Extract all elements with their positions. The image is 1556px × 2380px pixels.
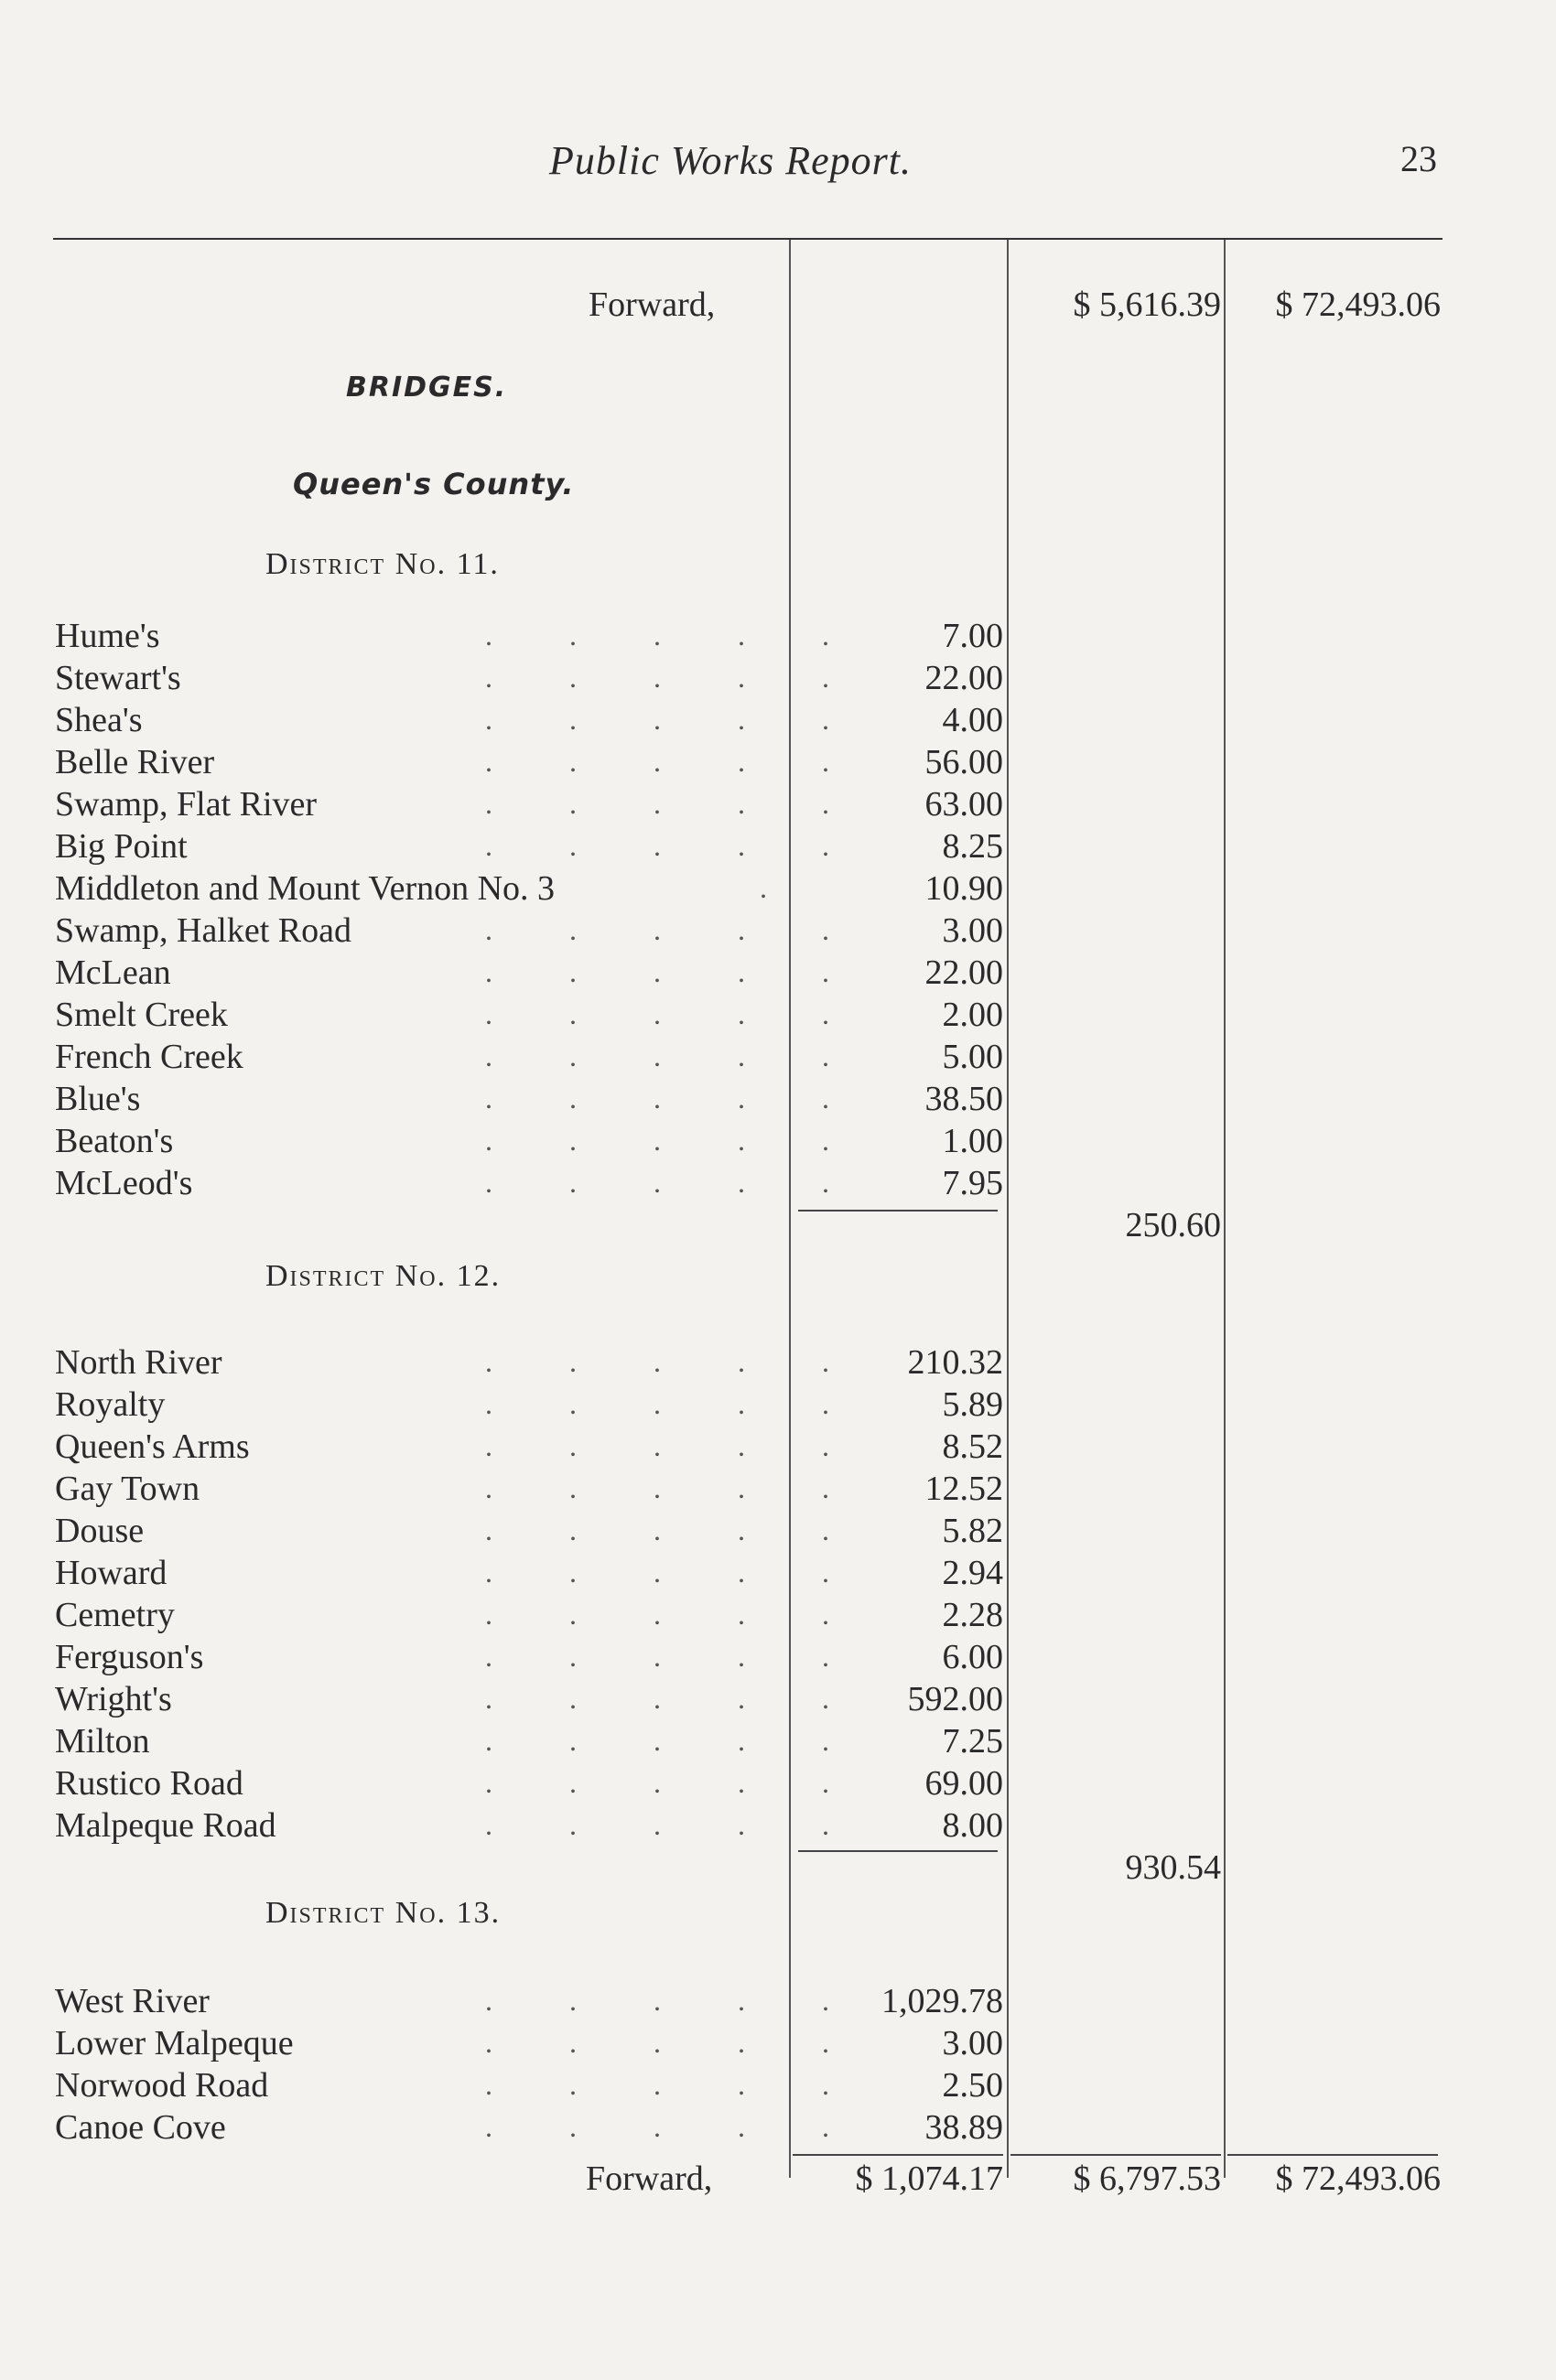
bridge-name: Norwood Road bbox=[55, 2066, 269, 2105]
bridge-name: Canoe Cove bbox=[55, 2108, 226, 2147]
bridge-name: Big Point bbox=[55, 827, 188, 866]
bridge-name: Cemetry bbox=[55, 1596, 175, 1634]
leader-dots: . . . . . bbox=[485, 2026, 864, 2059]
bridge-amount: 4.00 bbox=[942, 701, 1003, 739]
bridge-name: Swamp, Flat River bbox=[55, 785, 318, 824]
bridge-name: Lower Malpeque bbox=[55, 2024, 294, 2062]
bridge-name: Malpeque Road bbox=[55, 1806, 276, 1845]
bridge-amount: 3.00 bbox=[942, 2024, 1003, 2062]
bridge-amount: 7.25 bbox=[942, 1722, 1003, 1761]
leader-dots: . . . . . bbox=[485, 619, 864, 652]
bridge-amount: 2.50 bbox=[942, 2066, 1003, 2105]
subtotal-rule bbox=[798, 1210, 998, 1212]
leader-dots: . . . . . bbox=[485, 1345, 864, 1378]
leader-dots: . . . . . bbox=[485, 1640, 864, 1673]
column-divider-2 bbox=[1007, 240, 1009, 2178]
leader-dots: . bbox=[760, 871, 802, 904]
column-divider-3 bbox=[1224, 240, 1226, 2178]
leader-dots: . . . . . bbox=[485, 1471, 864, 1504]
leader-dots: . . . . . bbox=[485, 1984, 864, 2017]
bridge-name: Smelt Creek bbox=[55, 996, 228, 1034]
bridge-amount: 2.28 bbox=[942, 1596, 1003, 1634]
bridge-name: Howard bbox=[55, 1554, 167, 1592]
subtotal-rule bbox=[798, 1850, 998, 1852]
section-title: BRIDGES. bbox=[346, 372, 508, 404]
bridge-amount: 69.00 bbox=[924, 1764, 1003, 1803]
bridge-amount: 2.00 bbox=[942, 996, 1003, 1034]
bridge-amount: 1.00 bbox=[942, 1122, 1003, 1160]
total-rule-col3-bottom bbox=[1010, 2154, 1221, 2156]
leader-dots: . . . . . bbox=[485, 1513, 864, 1546]
leader-dots: . . . . . bbox=[485, 745, 864, 778]
total-rule-col2-bottom bbox=[793, 2154, 1003, 2156]
forward-label-bottom: Forward, bbox=[586, 2159, 713, 2198]
bridge-amount: 5.89 bbox=[942, 1385, 1003, 1424]
bridge-amount: 7.95 bbox=[942, 1164, 1003, 1202]
bridge-name: French Creek bbox=[55, 1038, 243, 1076]
leader-dots: . . . . . bbox=[485, 703, 864, 736]
bridge-amount: 1,029.78 bbox=[881, 1982, 1003, 2020]
leader-dots: . . . . . bbox=[485, 661, 864, 694]
leader-dots: . . . . . bbox=[485, 1598, 864, 1631]
bridge-amount: 210.32 bbox=[907, 1343, 1003, 1382]
leader-dots: . . . . . bbox=[485, 1724, 864, 1757]
leader-dots: . . . . . bbox=[485, 1039, 864, 1072]
leader-dots: . . . . . bbox=[485, 829, 864, 862]
county-title: Queen's County. bbox=[293, 467, 575, 501]
bridge-name: McLean bbox=[55, 953, 171, 992]
total-rule-col4-bottom bbox=[1227, 2154, 1438, 2156]
leader-dots: . . . . . bbox=[485, 1082, 864, 1115]
bridge-amount: 10.90 bbox=[924, 869, 1003, 908]
bridge-name: West River bbox=[55, 1982, 210, 2020]
forward-bottom-col2: $ 1,074.17 bbox=[855, 2159, 1003, 2198]
bridge-name: Middleton and Mount Vernon No. 3 bbox=[55, 869, 556, 908]
bridge-name: Douse bbox=[55, 1512, 145, 1550]
leader-dots: . . . . . bbox=[485, 1766, 864, 1799]
district-total: 930.54 bbox=[1125, 1848, 1221, 1887]
leader-dots: . . . . . bbox=[485, 1808, 864, 1841]
bridge-name: Gay Town bbox=[55, 1470, 200, 1508]
leader-dots: . . . . . bbox=[485, 787, 864, 820]
leader-dots: . . . . . bbox=[485, 2068, 864, 2101]
district-title: District No. 12. bbox=[265, 1259, 502, 1293]
bridge-name: Queen's Arms bbox=[55, 1427, 250, 1466]
bridge-name: North River bbox=[55, 1343, 222, 1382]
bridge-name: Blue's bbox=[55, 1080, 141, 1118]
leader-dots: . . . . . bbox=[485, 955, 864, 988]
forward-bottom-col4: $ 72,493.06 bbox=[1275, 2159, 1441, 2198]
bridge-amount: 6.00 bbox=[942, 1638, 1003, 1676]
district-total: 250.60 bbox=[1125, 1206, 1221, 1244]
bridge-amount: 5.00 bbox=[942, 1038, 1003, 1076]
bridge-name: Milton bbox=[55, 1722, 150, 1761]
bridge-amount: 8.25 bbox=[942, 827, 1003, 866]
leader-dots: . . . . . bbox=[485, 1387, 864, 1420]
district-title: District No. 13. bbox=[265, 1896, 502, 1930]
bridge-amount: 22.00 bbox=[924, 953, 1003, 992]
bridge-amount: 8.52 bbox=[942, 1427, 1003, 1466]
bridge-name: Hume's bbox=[55, 617, 160, 655]
leader-dots: . . . . . bbox=[485, 997, 864, 1030]
leader-dots: . . . . . bbox=[485, 913, 864, 946]
bridge-amount: 5.82 bbox=[942, 1512, 1003, 1550]
bridge-amount: 12.52 bbox=[924, 1470, 1003, 1508]
bridge-name: Stewart's bbox=[55, 659, 181, 697]
bridge-amount: 38.89 bbox=[924, 2108, 1003, 2147]
bridge-name: McLeod's bbox=[55, 1164, 193, 1202]
forward-top-col3: $ 5,616.39 bbox=[1073, 285, 1221, 324]
bridge-amount: 2.94 bbox=[942, 1554, 1003, 1592]
bridge-amount: 38.50 bbox=[924, 1080, 1003, 1118]
leader-dots: . . . . . bbox=[485, 1166, 864, 1199]
bridge-name: Ferguson's bbox=[55, 1638, 204, 1676]
column-divider-1 bbox=[789, 240, 791, 2178]
leader-dots: . . . . . bbox=[485, 1682, 864, 1715]
bridge-amount: 3.00 bbox=[942, 911, 1003, 950]
forward-bottom-col3: $ 6,797.53 bbox=[1073, 2159, 1221, 2198]
bridge-name: Swamp, Halket Road bbox=[55, 911, 352, 950]
district-title: District No. 11. bbox=[265, 547, 500, 581]
forward-label-top: Forward, bbox=[589, 285, 716, 324]
bridge-name: Shea's bbox=[55, 701, 143, 739]
page-number: 23 bbox=[1400, 138, 1437, 179]
bridge-name: Wright's bbox=[55, 1680, 172, 1718]
leader-dots: . . . . . bbox=[485, 1429, 864, 1462]
bridge-amount: 8.00 bbox=[942, 1806, 1003, 1845]
bridge-name: Royalty bbox=[55, 1385, 166, 1424]
header-rule bbox=[53, 238, 1443, 240]
leader-dots: . . . . . bbox=[485, 1556, 864, 1588]
bridge-amount: 22.00 bbox=[924, 659, 1003, 697]
bridge-name: Beaton's bbox=[55, 1122, 174, 1160]
bridge-amount: 63.00 bbox=[924, 785, 1003, 824]
bridge-amount: 56.00 bbox=[924, 743, 1003, 781]
running-head: Public Works Report. bbox=[549, 138, 912, 183]
bridge-amount: 592.00 bbox=[907, 1680, 1003, 1718]
forward-top-col4: $ 72,493.06 bbox=[1275, 285, 1441, 324]
leader-dots: . . . . . bbox=[485, 1124, 864, 1157]
leader-dots: . . . . . bbox=[485, 2110, 864, 2143]
bridge-amount: 7.00 bbox=[942, 617, 1003, 655]
bridge-name: Rustico Road bbox=[55, 1764, 243, 1803]
bridge-name: Belle River bbox=[55, 743, 215, 781]
